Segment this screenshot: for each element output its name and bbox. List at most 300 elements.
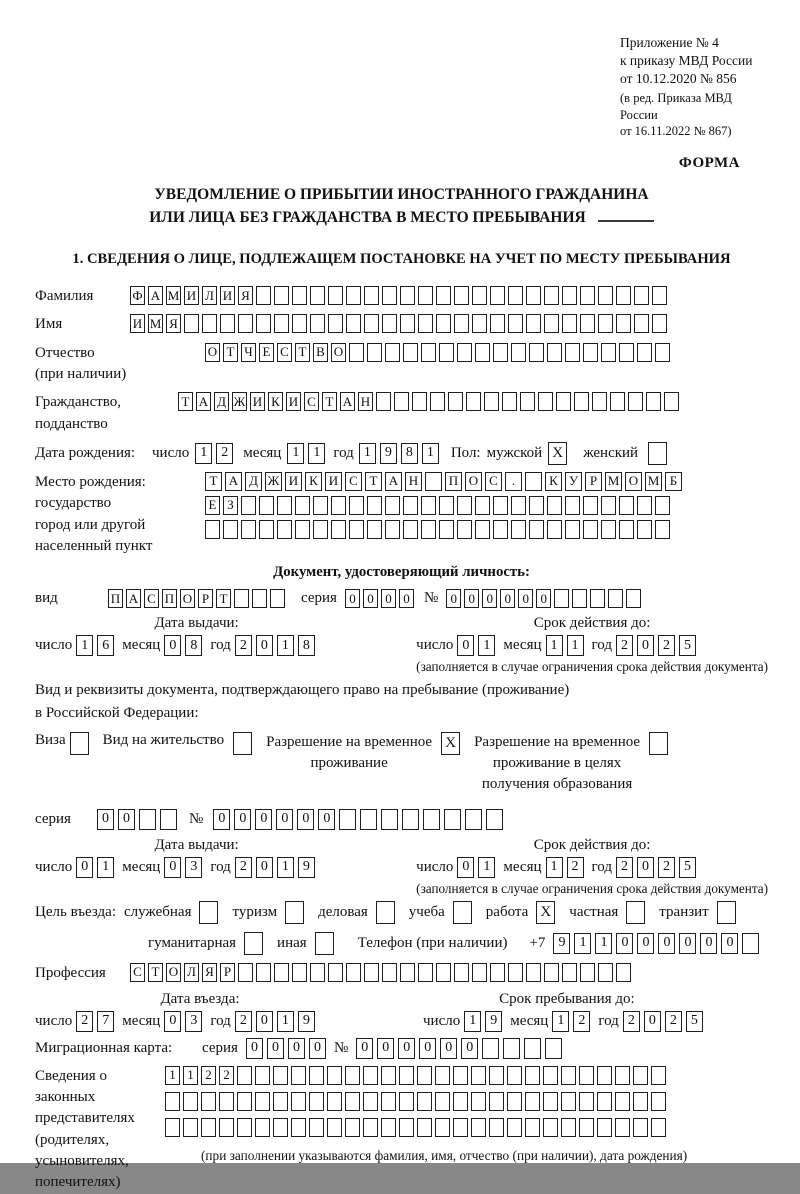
char-cell[interactable] bbox=[360, 809, 377, 830]
char-cell[interactable]: 0 bbox=[118, 809, 135, 830]
stay-month-cells[interactable] bbox=[552, 1011, 590, 1032]
char-cell[interactable] bbox=[277, 496, 292, 515]
char-cell[interactable] bbox=[453, 1066, 468, 1085]
char-cell[interactable] bbox=[205, 520, 220, 539]
permit-valid-year-cells[interactable] bbox=[616, 857, 696, 878]
patronymic-cells[interactable] bbox=[205, 343, 670, 362]
char-cell[interactable]: В bbox=[313, 343, 328, 362]
char-cell[interactable] bbox=[291, 1118, 306, 1137]
char-cell[interactable] bbox=[545, 1038, 562, 1059]
char-cell[interactable] bbox=[565, 343, 580, 362]
char-cell[interactable]: Т bbox=[365, 472, 382, 491]
char-cell[interactable] bbox=[454, 963, 469, 982]
char-cell[interactable] bbox=[529, 520, 544, 539]
char-cell[interactable] bbox=[579, 1092, 594, 1111]
purpose-work-checkbox[interactable] bbox=[536, 901, 555, 924]
char-cell[interactable]: И bbox=[325, 472, 342, 491]
char-cell[interactable]: 0 bbox=[616, 933, 633, 954]
char-cell[interactable] bbox=[454, 314, 469, 333]
char-cell[interactable] bbox=[376, 901, 395, 924]
char-cell[interactable] bbox=[601, 520, 616, 539]
char-cell[interactable] bbox=[376, 392, 391, 411]
char-cell[interactable] bbox=[524, 1038, 541, 1059]
char-cell[interactable] bbox=[255, 1118, 270, 1137]
char-cell[interactable] bbox=[309, 1118, 324, 1137]
char-cell[interactable] bbox=[651, 1118, 666, 1137]
char-cell[interactable] bbox=[238, 963, 253, 982]
char-cell[interactable]: 0 bbox=[377, 1038, 394, 1059]
char-cell[interactable]: 1 bbox=[464, 1011, 481, 1032]
char-cell[interactable]: 1 bbox=[552, 1011, 569, 1032]
char-cell[interactable]: 0 bbox=[440, 1038, 457, 1059]
char-cell[interactable] bbox=[544, 286, 559, 305]
char-cell[interactable] bbox=[382, 286, 397, 305]
char-cell[interactable] bbox=[525, 1066, 540, 1085]
char-cell[interactable] bbox=[367, 496, 382, 515]
char-cell[interactable]: Я bbox=[238, 286, 253, 305]
char-cell[interactable] bbox=[233, 732, 252, 755]
char-cell[interactable] bbox=[346, 314, 361, 333]
char-cell[interactable]: 9 bbox=[380, 443, 397, 464]
char-cell[interactable] bbox=[403, 343, 418, 362]
char-cell[interactable]: 2 bbox=[201, 1066, 216, 1085]
permit-issue-year-cells[interactable] bbox=[235, 857, 315, 878]
char-cell[interactable]: Я bbox=[202, 963, 217, 982]
char-cell[interactable]: Е bbox=[205, 496, 220, 515]
char-cell[interactable] bbox=[465, 809, 482, 830]
char-cell[interactable] bbox=[646, 392, 661, 411]
char-cell[interactable] bbox=[244, 932, 263, 955]
visa-checkbox[interactable] bbox=[70, 732, 89, 755]
char-cell[interactable] bbox=[399, 1066, 414, 1085]
char-cell[interactable]: 1 bbox=[567, 635, 584, 656]
char-cell[interactable] bbox=[608, 589, 623, 608]
char-cell[interactable] bbox=[315, 932, 334, 955]
char-cell[interactable] bbox=[453, 1092, 468, 1111]
char-cell[interactable] bbox=[597, 1092, 612, 1111]
char-cell[interactable] bbox=[561, 1118, 576, 1137]
char-cell[interactable] bbox=[453, 901, 472, 924]
char-cell[interactable] bbox=[637, 496, 652, 515]
char-cell[interactable] bbox=[615, 1118, 630, 1137]
char-cell[interactable] bbox=[439, 343, 454, 362]
char-cell[interactable]: 2 bbox=[665, 1011, 682, 1032]
char-cell[interactable] bbox=[292, 286, 307, 305]
char-cell[interactable]: 2 bbox=[235, 1011, 252, 1032]
char-cell[interactable] bbox=[310, 963, 325, 982]
birth-day-cells[interactable] bbox=[195, 443, 233, 464]
char-cell[interactable] bbox=[331, 496, 346, 515]
char-cell[interactable] bbox=[572, 589, 587, 608]
char-cell[interactable] bbox=[637, 343, 652, 362]
char-cell[interactable] bbox=[538, 392, 553, 411]
char-cell[interactable] bbox=[400, 314, 415, 333]
char-cell[interactable]: 1 bbox=[478, 635, 495, 656]
char-cell[interactable] bbox=[507, 1092, 522, 1111]
char-cell[interactable] bbox=[565, 496, 580, 515]
char-cell[interactable]: 2 bbox=[76, 1011, 93, 1032]
birth-month-cells[interactable] bbox=[287, 443, 325, 464]
char-cell[interactable]: 0 bbox=[419, 1038, 436, 1059]
char-cell[interactable] bbox=[544, 314, 559, 333]
char-cell[interactable] bbox=[543, 1118, 558, 1137]
char-cell[interactable]: 0 bbox=[318, 809, 335, 830]
char-cell[interactable]: 0 bbox=[399, 589, 414, 608]
char-cell[interactable] bbox=[489, 1092, 504, 1111]
char-cell[interactable]: Н bbox=[405, 472, 422, 491]
char-cell[interactable]: 2 bbox=[616, 635, 633, 656]
char-cell[interactable] bbox=[507, 1118, 522, 1137]
char-cell[interactable]: 0 bbox=[644, 1011, 661, 1032]
char-cell[interactable] bbox=[345, 1066, 360, 1085]
char-cell[interactable]: К bbox=[268, 392, 283, 411]
char-cell[interactable]: 3 bbox=[185, 857, 202, 878]
valid-year-cells[interactable] bbox=[616, 635, 696, 656]
char-cell[interactable] bbox=[619, 496, 634, 515]
char-cell[interactable] bbox=[597, 1118, 612, 1137]
char-cell[interactable]: 0 bbox=[637, 933, 654, 954]
char-cell[interactable]: 8 bbox=[298, 635, 315, 656]
char-cell[interactable] bbox=[634, 314, 649, 333]
char-cell[interactable]: 0 bbox=[256, 635, 273, 656]
char-cell[interactable]: 0 bbox=[356, 1038, 373, 1059]
char-cell[interactable] bbox=[471, 1092, 486, 1111]
char-cell[interactable]: 0 bbox=[500, 589, 515, 608]
education-permit-checkbox[interactable] bbox=[649, 732, 668, 755]
char-cell[interactable] bbox=[583, 496, 598, 515]
char-cell[interactable] bbox=[525, 1118, 540, 1137]
char-cell[interactable] bbox=[309, 1066, 324, 1085]
char-cell[interactable] bbox=[619, 520, 634, 539]
char-cell[interactable]: 1 bbox=[546, 635, 563, 656]
char-cell[interactable] bbox=[655, 496, 670, 515]
char-cell[interactable] bbox=[412, 392, 427, 411]
char-cell[interactable] bbox=[475, 343, 490, 362]
char-cell[interactable] bbox=[331, 520, 346, 539]
char-cell[interactable] bbox=[616, 286, 631, 305]
char-cell[interactable] bbox=[583, 520, 598, 539]
char-cell[interactable] bbox=[633, 1118, 648, 1137]
char-cell[interactable] bbox=[309, 1092, 324, 1111]
char-cell[interactable] bbox=[472, 286, 487, 305]
char-cell[interactable] bbox=[637, 520, 652, 539]
char-cell[interactable] bbox=[256, 963, 271, 982]
char-cell[interactable] bbox=[349, 496, 364, 515]
char-cell[interactable] bbox=[547, 496, 562, 515]
char-cell[interactable] bbox=[508, 963, 523, 982]
char-cell[interactable] bbox=[382, 963, 397, 982]
char-cell[interactable] bbox=[543, 1092, 558, 1111]
char-cell[interactable]: 0 bbox=[446, 589, 461, 608]
char-cell[interactable] bbox=[399, 1092, 414, 1111]
char-cell[interactable]: А bbox=[340, 392, 355, 411]
citizenship-cells[interactable] bbox=[178, 392, 679, 411]
char-cell[interactable]: 6 bbox=[97, 635, 114, 656]
char-cell[interactable]: 9 bbox=[553, 933, 570, 954]
char-cell[interactable] bbox=[403, 496, 418, 515]
char-cell[interactable] bbox=[486, 809, 503, 830]
char-cell[interactable]: 0 bbox=[276, 809, 293, 830]
char-cell[interactable] bbox=[339, 809, 356, 830]
char-cell[interactable] bbox=[310, 286, 325, 305]
char-cell[interactable] bbox=[544, 963, 559, 982]
char-cell[interactable]: 8 bbox=[185, 635, 202, 656]
char-cell[interactable] bbox=[615, 1092, 630, 1111]
issue-day-cells[interactable] bbox=[76, 635, 114, 656]
char-cell[interactable] bbox=[562, 963, 577, 982]
migration-series-cells[interactable] bbox=[246, 1038, 326, 1059]
char-cell[interactable] bbox=[472, 314, 487, 333]
char-cell[interactable] bbox=[241, 520, 256, 539]
char-cell[interactable]: П bbox=[162, 589, 177, 608]
char-cell[interactable]: 1 bbox=[277, 857, 294, 878]
char-cell[interactable]: С bbox=[304, 392, 319, 411]
char-cell[interactable]: М bbox=[166, 286, 181, 305]
char-cell[interactable] bbox=[295, 496, 310, 515]
char-cell[interactable] bbox=[511, 343, 526, 362]
char-cell[interactable] bbox=[471, 1118, 486, 1137]
char-cell[interactable] bbox=[417, 1066, 432, 1085]
char-cell[interactable] bbox=[435, 1092, 450, 1111]
char-cell[interactable]: Д bbox=[245, 472, 262, 491]
char-cell[interactable] bbox=[399, 1118, 414, 1137]
char-cell[interactable] bbox=[547, 520, 562, 539]
char-cell[interactable] bbox=[273, 1118, 288, 1137]
char-cell[interactable] bbox=[619, 343, 634, 362]
char-cell[interactable]: И bbox=[285, 472, 302, 491]
char-cell[interactable] bbox=[165, 1092, 180, 1111]
char-cell[interactable] bbox=[508, 314, 523, 333]
name-cells[interactable] bbox=[130, 314, 667, 333]
char-cell[interactable] bbox=[626, 901, 645, 924]
char-cell[interactable]: 0 bbox=[461, 1038, 478, 1059]
char-cell[interactable]: 5 bbox=[686, 1011, 703, 1032]
temporary-permit-checkbox[interactable] bbox=[441, 732, 460, 755]
char-cell[interactable] bbox=[238, 314, 253, 333]
char-cell[interactable] bbox=[237, 1066, 252, 1085]
char-cell[interactable]: 0 bbox=[309, 1038, 326, 1059]
char-cell[interactable]: 1 bbox=[183, 1066, 198, 1085]
char-cell[interactable] bbox=[255, 1066, 270, 1085]
char-cell[interactable] bbox=[385, 496, 400, 515]
char-cell[interactable] bbox=[547, 343, 562, 362]
char-cell[interactable] bbox=[592, 392, 607, 411]
char-cell[interactable] bbox=[561, 1092, 576, 1111]
char-cell[interactable]: 8 bbox=[401, 443, 418, 464]
stay-day-cells[interactable] bbox=[464, 1011, 502, 1032]
char-cell[interactable] bbox=[590, 589, 605, 608]
char-cell[interactable]: У bbox=[565, 472, 582, 491]
char-cell[interactable] bbox=[327, 1092, 342, 1111]
char-cell[interactable]: И bbox=[220, 286, 235, 305]
char-cell[interactable]: 1 bbox=[308, 443, 325, 464]
char-cell[interactable] bbox=[70, 732, 89, 755]
char-cell[interactable] bbox=[453, 1118, 468, 1137]
char-cell[interactable] bbox=[502, 392, 517, 411]
char-cell[interactable]: 1 bbox=[595, 933, 612, 954]
char-cell[interactable]: С bbox=[345, 472, 362, 491]
char-cell[interactable] bbox=[466, 392, 481, 411]
char-cell[interactable]: М bbox=[605, 472, 622, 491]
char-cell[interactable] bbox=[418, 314, 433, 333]
char-cell[interactable]: 0 bbox=[536, 589, 551, 608]
char-cell[interactable] bbox=[285, 901, 304, 924]
char-cell[interactable] bbox=[327, 1066, 342, 1085]
char-cell[interactable] bbox=[648, 442, 667, 465]
char-cell[interactable]: 0 bbox=[76, 857, 93, 878]
char-cell[interactable]: 0 bbox=[721, 933, 738, 954]
purpose-study-checkbox[interactable] bbox=[453, 901, 472, 924]
char-cell[interactable]: X bbox=[441, 732, 460, 755]
char-cell[interactable] bbox=[615, 1066, 630, 1085]
char-cell[interactable]: Р bbox=[198, 589, 213, 608]
char-cell[interactable] bbox=[274, 286, 289, 305]
char-cell[interactable] bbox=[310, 314, 325, 333]
char-cell[interactable] bbox=[525, 472, 542, 491]
char-cell[interactable] bbox=[526, 963, 541, 982]
char-cell[interactable]: П bbox=[108, 589, 123, 608]
doc-kind-cells[interactable] bbox=[108, 589, 285, 608]
char-cell[interactable]: 2 bbox=[616, 857, 633, 878]
char-cell[interactable] bbox=[364, 963, 379, 982]
char-cell[interactable] bbox=[561, 1066, 576, 1085]
char-cell[interactable] bbox=[616, 314, 631, 333]
char-cell[interactable] bbox=[655, 343, 670, 362]
char-cell[interactable] bbox=[202, 314, 217, 333]
char-cell[interactable]: X bbox=[536, 901, 555, 924]
char-cell[interactable] bbox=[457, 520, 472, 539]
char-cell[interactable] bbox=[435, 1066, 450, 1085]
char-cell[interactable]: А bbox=[126, 589, 141, 608]
char-cell[interactable] bbox=[525, 1092, 540, 1111]
char-cell[interactable]: 2 bbox=[216, 443, 233, 464]
char-cell[interactable] bbox=[508, 286, 523, 305]
char-cell[interactable] bbox=[598, 286, 613, 305]
char-cell[interactable]: О bbox=[205, 343, 220, 362]
char-cell[interactable]: 3 bbox=[185, 1011, 202, 1032]
char-cell[interactable] bbox=[471, 1066, 486, 1085]
char-cell[interactable] bbox=[403, 520, 418, 539]
char-cell[interactable] bbox=[475, 496, 490, 515]
char-cell[interactable] bbox=[579, 1118, 594, 1137]
char-cell[interactable]: 0 bbox=[658, 933, 675, 954]
char-cell[interactable] bbox=[237, 1118, 252, 1137]
char-cell[interactable]: 0 bbox=[234, 809, 251, 830]
char-cell[interactable] bbox=[183, 1118, 198, 1137]
entry-month-cells[interactable] bbox=[164, 1011, 202, 1032]
char-cell[interactable]: 1 bbox=[195, 443, 212, 464]
char-cell[interactable] bbox=[363, 1092, 378, 1111]
char-cell[interactable]: 1 bbox=[359, 443, 376, 464]
title-blank-line[interactable] bbox=[598, 220, 654, 222]
char-cell[interactable]: 2 bbox=[658, 635, 675, 656]
valid-day-cells[interactable] bbox=[457, 635, 495, 656]
char-cell[interactable] bbox=[381, 809, 398, 830]
char-cell[interactable] bbox=[475, 520, 490, 539]
char-cell[interactable] bbox=[580, 286, 595, 305]
char-cell[interactable] bbox=[345, 1092, 360, 1111]
char-cell[interactable] bbox=[520, 392, 535, 411]
char-cell[interactable]: О bbox=[180, 589, 195, 608]
char-cell[interactable] bbox=[583, 343, 598, 362]
char-cell[interactable]: 0 bbox=[97, 809, 114, 830]
char-cell[interactable] bbox=[580, 314, 595, 333]
char-cell[interactable] bbox=[255, 1092, 270, 1111]
char-cell[interactable] bbox=[277, 520, 292, 539]
char-cell[interactable] bbox=[489, 1066, 504, 1085]
char-cell[interactable] bbox=[183, 1092, 198, 1111]
char-cell[interactable] bbox=[565, 520, 580, 539]
char-cell[interactable]: 2 bbox=[658, 857, 675, 878]
char-cell[interactable] bbox=[610, 392, 625, 411]
char-cell[interactable] bbox=[529, 343, 544, 362]
entry-year-cells[interactable] bbox=[235, 1011, 315, 1032]
residence-checkbox[interactable] bbox=[233, 732, 252, 755]
char-cell[interactable] bbox=[345, 1118, 360, 1137]
char-cell[interactable] bbox=[184, 314, 199, 333]
char-cell[interactable] bbox=[418, 963, 433, 982]
char-cell[interactable]: 0 bbox=[679, 933, 696, 954]
char-cell[interactable] bbox=[664, 392, 679, 411]
char-cell[interactable] bbox=[270, 589, 285, 608]
char-cell[interactable] bbox=[346, 963, 361, 982]
char-cell[interactable] bbox=[364, 314, 379, 333]
char-cell[interactable] bbox=[649, 732, 668, 755]
char-cell[interactable] bbox=[273, 1092, 288, 1111]
char-cell[interactable]: С bbox=[144, 589, 159, 608]
char-cell[interactable] bbox=[597, 1066, 612, 1085]
char-cell[interactable] bbox=[346, 286, 361, 305]
char-cell[interactable]: 0 bbox=[700, 933, 717, 954]
birth-place-cells-row2[interactable] bbox=[205, 496, 682, 515]
char-cell[interactable]: 0 bbox=[288, 1038, 305, 1059]
char-cell[interactable]: 0 bbox=[363, 589, 378, 608]
char-cell[interactable] bbox=[626, 589, 641, 608]
permit-series-cells[interactable] bbox=[97, 809, 177, 830]
purpose-tourism-checkbox[interactable] bbox=[285, 901, 304, 924]
char-cell[interactable] bbox=[652, 314, 667, 333]
purpose-other-checkbox[interactable] bbox=[315, 932, 334, 955]
char-cell[interactable] bbox=[633, 1066, 648, 1085]
entry-day-cells[interactable] bbox=[76, 1011, 114, 1032]
permit-valid-month-cells[interactable] bbox=[546, 857, 584, 878]
char-cell[interactable]: 0 bbox=[256, 857, 273, 878]
char-cell[interactable]: Е bbox=[259, 343, 274, 362]
char-cell[interactable] bbox=[201, 1092, 216, 1111]
char-cell[interactable]: С bbox=[130, 963, 145, 982]
char-cell[interactable]: 0 bbox=[345, 589, 360, 608]
char-cell[interactable]: Т bbox=[216, 589, 231, 608]
char-cell[interactable]: А bbox=[385, 472, 402, 491]
char-cell[interactable]: 0 bbox=[482, 589, 497, 608]
char-cell[interactable] bbox=[651, 1066, 666, 1085]
char-cell[interactable] bbox=[423, 809, 440, 830]
char-cell[interactable]: О bbox=[331, 343, 346, 362]
char-cell[interactable]: 0 bbox=[457, 857, 474, 878]
char-cell[interactable] bbox=[526, 314, 541, 333]
permit-number-cells[interactable] bbox=[213, 809, 503, 830]
char-cell[interactable]: 2 bbox=[567, 857, 584, 878]
char-cell[interactable] bbox=[241, 496, 256, 515]
char-cell[interactable]: П bbox=[445, 472, 462, 491]
char-cell[interactable] bbox=[220, 314, 235, 333]
char-cell[interactable] bbox=[490, 286, 505, 305]
birth-place-cells-row1[interactable] bbox=[205, 472, 682, 491]
char-cell[interactable]: 5 bbox=[679, 635, 696, 656]
char-cell[interactable] bbox=[430, 392, 445, 411]
char-cell[interactable] bbox=[511, 520, 526, 539]
char-cell[interactable] bbox=[472, 963, 487, 982]
